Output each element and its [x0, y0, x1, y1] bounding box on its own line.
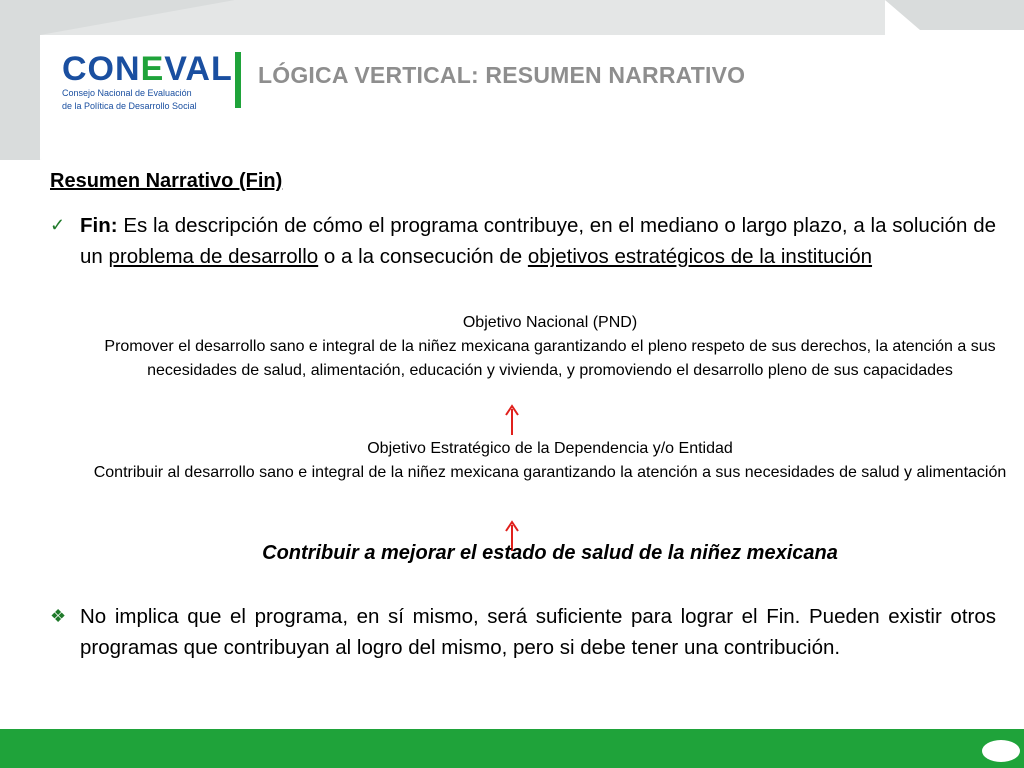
pnd-text: Promover el desarrollo sano e integral de la niñez mexicana garantizando el pleno respeto de sus derechos, la atención a sus necesidades de salud, alimentación, educación y vivienda, y promoviendo el desarrollo pleno de sus capacidades [104, 338, 996, 379]
objectives-link-text: objetivos estratégicos de la institución [527, 245, 873, 268]
coneval-logo [62, 50, 233, 112]
check-icon: ✓ [50, 215, 66, 235]
logo-subtitle-1: Consejo Nacional de Evaluación [62, 88, 192, 98]
logo-subtitle-2: de la Política de Desarrollo Social [62, 101, 197, 111]
diamond-bullet-icon: ❖ [50, 606, 67, 626]
fin-bullet-text: Fin: Es la descripción de cómo el programa contribuye, en el mediano o largo plazo, a la solución de un problema de desarrollo o a la consecución de objetivos estratégicos de la institución [80, 214, 996, 268]
footer-bar [0, 729, 1024, 768]
strategic-block [90, 437, 1010, 485]
note-bullet-text: No implica que el programa, en sí mismo, será suficiente para lograr el Fin. Pueden existir otros programas que contribuyan al logro del mismo, pero si debe tener una contribución. [80, 605, 996, 659]
logo-wordmark: CONEVAL [62, 50, 233, 88]
footer-oval-icon [982, 740, 1020, 762]
fin-label: Fin: [80, 214, 118, 237]
strategic-text: Contribuir al desarrollo sano e integral de la niñez mexicana garantizando la atención a sus necesidades de salud y alimentación [93, 464, 1007, 481]
title-divider [235, 52, 241, 108]
note-bullet [50, 601, 996, 663]
strategic-title: Objetivo Estratégico de la Dependencia y/o Entidad [367, 440, 733, 457]
page-title: LÓGICA VERTICAL: RESUMEN NARRATIVO [258, 62, 746, 88]
pnd-block [90, 311, 1010, 383]
pnd-title: Objetivo Nacional (PND) [462, 314, 638, 331]
arrow-up-icon [502, 403, 522, 437]
problem-link-text: problema de desarrollo [108, 245, 319, 268]
fin-statement: Contribuir a mejorar el estado de salud de la niñez mexicana [262, 542, 838, 564]
section-heading: Resumen Narrativo (Fin) [50, 170, 283, 192]
fin-bullet [50, 210, 996, 272]
